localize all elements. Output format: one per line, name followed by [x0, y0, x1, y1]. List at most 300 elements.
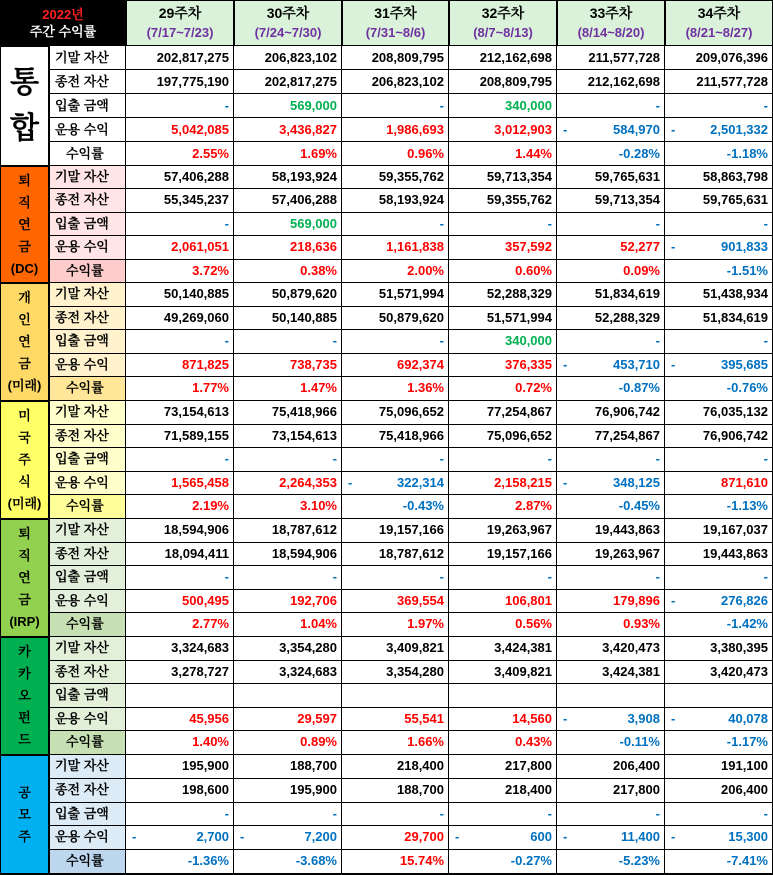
value-text: -	[547, 215, 552, 231]
value-text: 218,400	[505, 781, 552, 797]
value-cell	[449, 566, 557, 590]
value-cell	[449, 661, 557, 685]
value-text: 208,809,795	[371, 50, 444, 65]
value-text: 209,076,396	[695, 50, 768, 65]
value-text: -	[655, 569, 660, 585]
value-text: 1.04%	[300, 616, 337, 632]
value-text: 45,956	[189, 710, 229, 726]
value-text: 58,193,924	[378, 192, 444, 208]
value-text: 198,600	[182, 781, 229, 797]
negative-dash-marker: -	[455, 829, 460, 845]
value-cell	[665, 448, 773, 472]
value-text: -0.76%	[726, 380, 768, 396]
week-dates: (8/7~8/13)	[473, 25, 533, 40]
value-cell	[665, 708, 773, 732]
value-cell	[234, 826, 342, 850]
value-cell	[557, 661, 665, 685]
value-cell	[557, 307, 665, 331]
value-cell	[557, 826, 665, 850]
value-cell	[449, 826, 557, 850]
value-cell	[126, 448, 234, 472]
value-text: 1,986,693	[386, 122, 444, 137]
value-cell	[665, 307, 773, 331]
value-text: 0.96%	[407, 146, 444, 161]
value-text: 50,140,885	[163, 286, 229, 301]
value-cell	[449, 166, 557, 189]
value-cell	[234, 94, 342, 118]
value-text: 211,577,728	[696, 74, 768, 89]
value-cell	[449, 613, 557, 637]
value-cell	[234, 779, 342, 803]
value-cell	[557, 401, 665, 425]
value-cell	[126, 566, 234, 590]
value-cell	[126, 708, 234, 732]
section-label	[0, 283, 50, 401]
value-text: 212,162,698	[587, 74, 660, 89]
value-text: 0.43%	[515, 734, 552, 750]
value-text: -1.13%	[726, 498, 768, 514]
value-cell	[665, 70, 773, 94]
value-text: 2.00%	[407, 262, 444, 278]
value-cell	[665, 377, 773, 401]
value-cell	[234, 519, 342, 543]
value-cell	[126, 543, 234, 567]
row-end	[50, 401, 773, 425]
value-cell	[234, 803, 342, 827]
value-cell	[449, 283, 557, 307]
value-text: -	[439, 451, 444, 467]
value-text: -	[439, 333, 444, 349]
value-text: -	[763, 451, 768, 467]
value-text: 0.38%	[300, 262, 337, 278]
value-text: 77,254,867	[486, 404, 552, 419]
value-text: 212,162,698	[479, 50, 552, 65]
value-cell	[126, 401, 234, 425]
value-text: 1.40%	[192, 734, 229, 750]
value-text: -	[439, 569, 444, 585]
value-cell	[665, 142, 773, 166]
value-text: -7.41%	[726, 853, 768, 869]
value-cell	[665, 495, 773, 519]
section-label-char: 오	[18, 688, 31, 703]
row-profit	[50, 826, 773, 850]
week-header	[557, 0, 665, 46]
value-cell	[126, 826, 234, 850]
row-label: 입출 금액	[50, 684, 126, 708]
value-text: 179,896	[613, 592, 660, 608]
row-end	[50, 46, 773, 70]
value-text: 217,800	[505, 758, 552, 773]
value-cell	[665, 850, 773, 874]
value-text: 52,288,329	[594, 309, 660, 325]
value-cell	[557, 46, 665, 70]
week-label: 29주차	[158, 5, 202, 21]
value-text: -	[332, 451, 337, 467]
value-cell	[126, 637, 234, 661]
row-label: 기말 자산	[50, 46, 126, 70]
row-label: 입출 금액	[50, 330, 126, 354]
value-text: -	[763, 805, 768, 821]
value-cell	[342, 661, 449, 685]
value-cell	[557, 166, 665, 189]
value-cell	[126, 590, 234, 614]
value-text: 871,610	[721, 474, 768, 490]
week-header	[449, 0, 557, 46]
value-cell	[234, 708, 342, 732]
value-cell	[342, 189, 449, 212]
value-cell	[234, 448, 342, 472]
row-flow	[50, 330, 773, 354]
value-cell	[557, 543, 665, 567]
section-label-char: 모	[18, 806, 31, 822]
value-text: 340,000	[505, 98, 552, 113]
value-text: 51,438,934	[702, 286, 768, 301]
value-text: -	[332, 333, 337, 349]
negative-dash-marker: -	[563, 710, 568, 726]
section-label-char: 통	[10, 66, 39, 99]
row-label: 수익률	[50, 142, 126, 166]
value-cell	[342, 708, 449, 732]
row-label: 종전 자산	[50, 425, 126, 449]
value-cell	[557, 70, 665, 94]
value-text: 1,161,838	[386, 239, 444, 255]
value-cell	[665, 118, 773, 142]
value-cell	[342, 260, 449, 283]
section-label-char: (미래)	[7, 378, 42, 393]
value-text: 3,409,821	[494, 663, 552, 679]
value-text: 206,823,102	[371, 74, 444, 89]
value-cell	[342, 448, 449, 472]
value-text: -	[763, 215, 768, 231]
value-cell	[126, 495, 234, 519]
value-text: 59,713,354	[486, 169, 552, 184]
value-text: 376,335	[505, 356, 552, 372]
row-profit	[50, 118, 773, 142]
section-label-char: 연	[18, 334, 31, 349]
value-text: 211,577,728	[588, 50, 660, 65]
value-cell	[665, 283, 773, 307]
value-text: 0.89%	[300, 734, 337, 750]
section-label	[0, 637, 50, 755]
value-text: -3.68%	[295, 853, 337, 869]
section-label	[0, 401, 50, 519]
row-label: 기말 자산	[50, 755, 126, 779]
value-cell	[449, 142, 557, 166]
value-cell	[126, 684, 234, 708]
value-text: 692,374	[397, 356, 444, 372]
value-cell	[234, 472, 342, 496]
value-cell	[234, 543, 342, 567]
week-label: 34주차	[697, 5, 741, 21]
value-cell	[342, 566, 449, 590]
value-cell	[665, 519, 773, 543]
value-cell	[557, 118, 665, 142]
section-block	[0, 46, 773, 166]
value-text: 2.55%	[192, 146, 229, 161]
value-text: 2,061,051	[171, 239, 229, 255]
row-label: 운용 수익	[50, 590, 126, 614]
value-text: -	[763, 98, 768, 113]
row-ratio	[50, 850, 773, 874]
value-text: 3,380,395	[710, 640, 768, 655]
value-text: 192,706	[290, 592, 337, 608]
value-text: -	[655, 451, 660, 467]
negative-dash-marker: -	[563, 122, 568, 137]
section-label-char: 인	[18, 312, 31, 327]
row-label: 수익률	[50, 377, 126, 401]
value-cell	[126, 755, 234, 779]
row-flow	[50, 213, 773, 236]
value-text: 191,100	[721, 758, 768, 773]
value-cell	[449, 448, 557, 472]
value-cell	[449, 543, 557, 567]
section-label-char: 금	[18, 356, 31, 371]
section-label-char: 주	[18, 828, 31, 844]
section-label-char: 공	[18, 784, 31, 800]
value-text: 18,594,906	[271, 545, 337, 561]
value-cell	[342, 94, 449, 118]
value-cell	[557, 377, 665, 401]
value-text: 3,354,280	[279, 640, 337, 655]
value-text: 59,355,762	[486, 192, 552, 208]
value-text: 1,565,458	[171, 474, 229, 490]
row-label: 운용 수익	[50, 118, 126, 142]
value-text: 58,193,924	[271, 169, 337, 184]
value-text: 3,324,683	[279, 663, 337, 679]
value-text: -	[655, 98, 660, 113]
value-cell	[557, 708, 665, 732]
value-cell	[234, 118, 342, 142]
value-cell	[234, 70, 342, 94]
value-cell	[234, 189, 342, 212]
section-block	[0, 283, 773, 401]
value-text: 19,157,166	[378, 522, 444, 537]
value-text: -0.28%	[618, 146, 660, 161]
value-text: 51,834,619	[702, 309, 768, 325]
row-label: 입출 금액	[50, 803, 126, 827]
value-cell	[665, 189, 773, 212]
value-cell	[342, 236, 449, 259]
value-text: 75,418,966	[378, 427, 444, 443]
value-text: 59,765,631	[702, 192, 768, 208]
value-text: 18,094,411	[164, 545, 229, 561]
value-text: 1.77%	[192, 380, 229, 396]
value-text: 276,826	[721, 592, 768, 608]
value-cell	[557, 590, 665, 614]
value-text: 0.93%	[623, 616, 660, 632]
value-cell	[234, 213, 342, 236]
value-cell	[665, 213, 773, 236]
value-cell	[126, 46, 234, 70]
value-cell	[342, 46, 449, 70]
negative-dash-marker: -	[671, 829, 676, 845]
value-text: 197,775,190	[156, 74, 229, 89]
value-cell	[449, 330, 557, 354]
value-cell	[449, 425, 557, 449]
value-text: 106,801	[505, 592, 552, 608]
value-text: 1.97%	[407, 616, 444, 632]
negative-dash-marker: -	[671, 122, 676, 137]
row-label: 수익률	[50, 731, 126, 755]
week-label: 30주차	[266, 5, 310, 21]
row-label: 기말 자산	[50, 519, 126, 543]
value-text: 0.72%	[515, 380, 552, 396]
section-label-char: 카	[18, 666, 31, 681]
value-cell	[342, 330, 449, 354]
value-text: 2,158,215	[494, 474, 552, 490]
value-text: 871,825	[182, 356, 229, 372]
value-text: 3,420,473	[710, 663, 768, 679]
value-text: 50,140,885	[271, 309, 337, 325]
week-dates: (7/17~7/23)	[146, 25, 214, 40]
row-ratio	[50, 377, 773, 401]
value-cell	[342, 354, 449, 378]
value-text: 49,269,060	[163, 309, 229, 325]
row-profit	[50, 236, 773, 259]
value-text: 202,817,275	[156, 50, 229, 65]
negative-dash-marker: -	[132, 829, 137, 845]
value-cell	[665, 354, 773, 378]
row-label: 수익률	[50, 850, 126, 874]
value-cell	[342, 377, 449, 401]
value-text: 73,154,613	[163, 404, 229, 419]
row-label: 종전 자산	[50, 70, 126, 94]
value-cell	[665, 803, 773, 827]
value-text: 188,700	[290, 758, 337, 773]
value-cell	[557, 236, 665, 259]
value-cell	[557, 519, 665, 543]
value-cell	[449, 401, 557, 425]
value-cell	[342, 803, 449, 827]
value-text: -	[547, 569, 552, 585]
row-label: 종전 자산	[50, 661, 126, 685]
row-start	[50, 543, 773, 567]
value-cell	[665, 401, 773, 425]
value-cell	[557, 684, 665, 708]
row-end	[50, 637, 773, 661]
value-cell	[234, 260, 342, 283]
value-cell	[126, 166, 234, 189]
row-flow	[50, 684, 773, 708]
section-label	[0, 755, 50, 874]
week-dates: (7/24~7/30)	[254, 25, 322, 40]
row-start	[50, 425, 773, 449]
negative-dash-marker: -	[671, 239, 676, 255]
value-text: 2,501,332	[710, 122, 768, 137]
value-text: 2,264,353	[279, 474, 337, 490]
section-label-char: 주	[18, 452, 31, 467]
value-text: 3,409,821	[386, 640, 444, 655]
value-text: 75,418,966	[271, 404, 337, 419]
value-cell	[665, 260, 773, 283]
value-cell	[126, 661, 234, 685]
value-text: 71,589,155	[163, 427, 229, 443]
value-cell	[126, 283, 234, 307]
value-cell	[234, 566, 342, 590]
value-text: 50,879,620	[378, 309, 444, 325]
value-text: 50,879,620	[271, 286, 337, 301]
value-text: 218,636	[290, 239, 337, 255]
negative-dash-marker: -	[563, 474, 568, 490]
value-cell	[342, 779, 449, 803]
section-label	[0, 519, 50, 637]
value-cell	[342, 401, 449, 425]
value-text: 19,167,037	[702, 522, 768, 537]
value-text: 18,787,612	[378, 545, 444, 561]
value-text: 569,000	[290, 98, 337, 113]
value-cell	[342, 519, 449, 543]
value-text: 217,800	[613, 781, 660, 797]
row-label: 수익률	[50, 495, 126, 519]
value-text: 3,324,683	[171, 640, 229, 655]
value-cell	[126, 377, 234, 401]
sheet-title	[0, 0, 126, 46]
value-text: -5.23%	[618, 853, 660, 869]
row-label: 운용 수익	[50, 708, 126, 732]
sheet-title-subtitle: 주간 수익률	[29, 24, 97, 39]
value-cell	[342, 731, 449, 755]
row-flow	[50, 566, 773, 590]
value-text: 395,685	[721, 356, 768, 372]
value-cell	[557, 803, 665, 827]
value-text: 1.47%	[300, 380, 337, 396]
section-label-char: 퇴	[18, 172, 31, 188]
value-cell	[342, 543, 449, 567]
value-cell	[557, 354, 665, 378]
value-text: 75,096,652	[486, 427, 552, 443]
value-text: 52,277	[620, 239, 660, 255]
value-cell	[449, 684, 557, 708]
section-label-char: 국	[18, 430, 31, 445]
value-text: 19,443,863	[594, 522, 660, 537]
value-cell	[665, 684, 773, 708]
value-text: 1.36%	[407, 380, 444, 396]
value-text: 59,713,354	[594, 192, 660, 208]
row-label: 입출 금액	[50, 213, 126, 236]
value-cell	[557, 448, 665, 472]
value-cell	[449, 307, 557, 331]
value-text: 15.74%	[399, 853, 444, 869]
value-text: -	[224, 333, 229, 349]
section-label-char: 퇴	[18, 526, 31, 541]
row-label: 기말 자산	[50, 283, 126, 307]
row-profit	[50, 472, 773, 496]
value-text: 3,436,827	[279, 122, 337, 137]
row-label: 운용 수익	[50, 354, 126, 378]
value-text: 206,400	[721, 781, 768, 797]
value-text: -	[655, 215, 660, 231]
value-cell	[342, 118, 449, 142]
value-text: 77,254,867	[594, 427, 660, 443]
value-text: 3,424,381	[494, 640, 552, 655]
value-text: 0.56%	[515, 616, 552, 632]
value-cell	[234, 850, 342, 874]
row-flow	[50, 94, 773, 118]
row-flow	[50, 448, 773, 472]
value-cell	[449, 213, 557, 236]
value-cell	[449, 850, 557, 874]
value-cell	[665, 236, 773, 259]
value-cell	[126, 236, 234, 259]
value-text: 600	[530, 829, 552, 845]
value-cell	[342, 850, 449, 874]
value-cell	[665, 731, 773, 755]
value-cell	[557, 613, 665, 637]
value-cell	[234, 283, 342, 307]
section-label-char: 드	[18, 732, 31, 747]
value-text: 51,834,619	[594, 286, 660, 301]
value-text: 7,200	[304, 829, 337, 845]
